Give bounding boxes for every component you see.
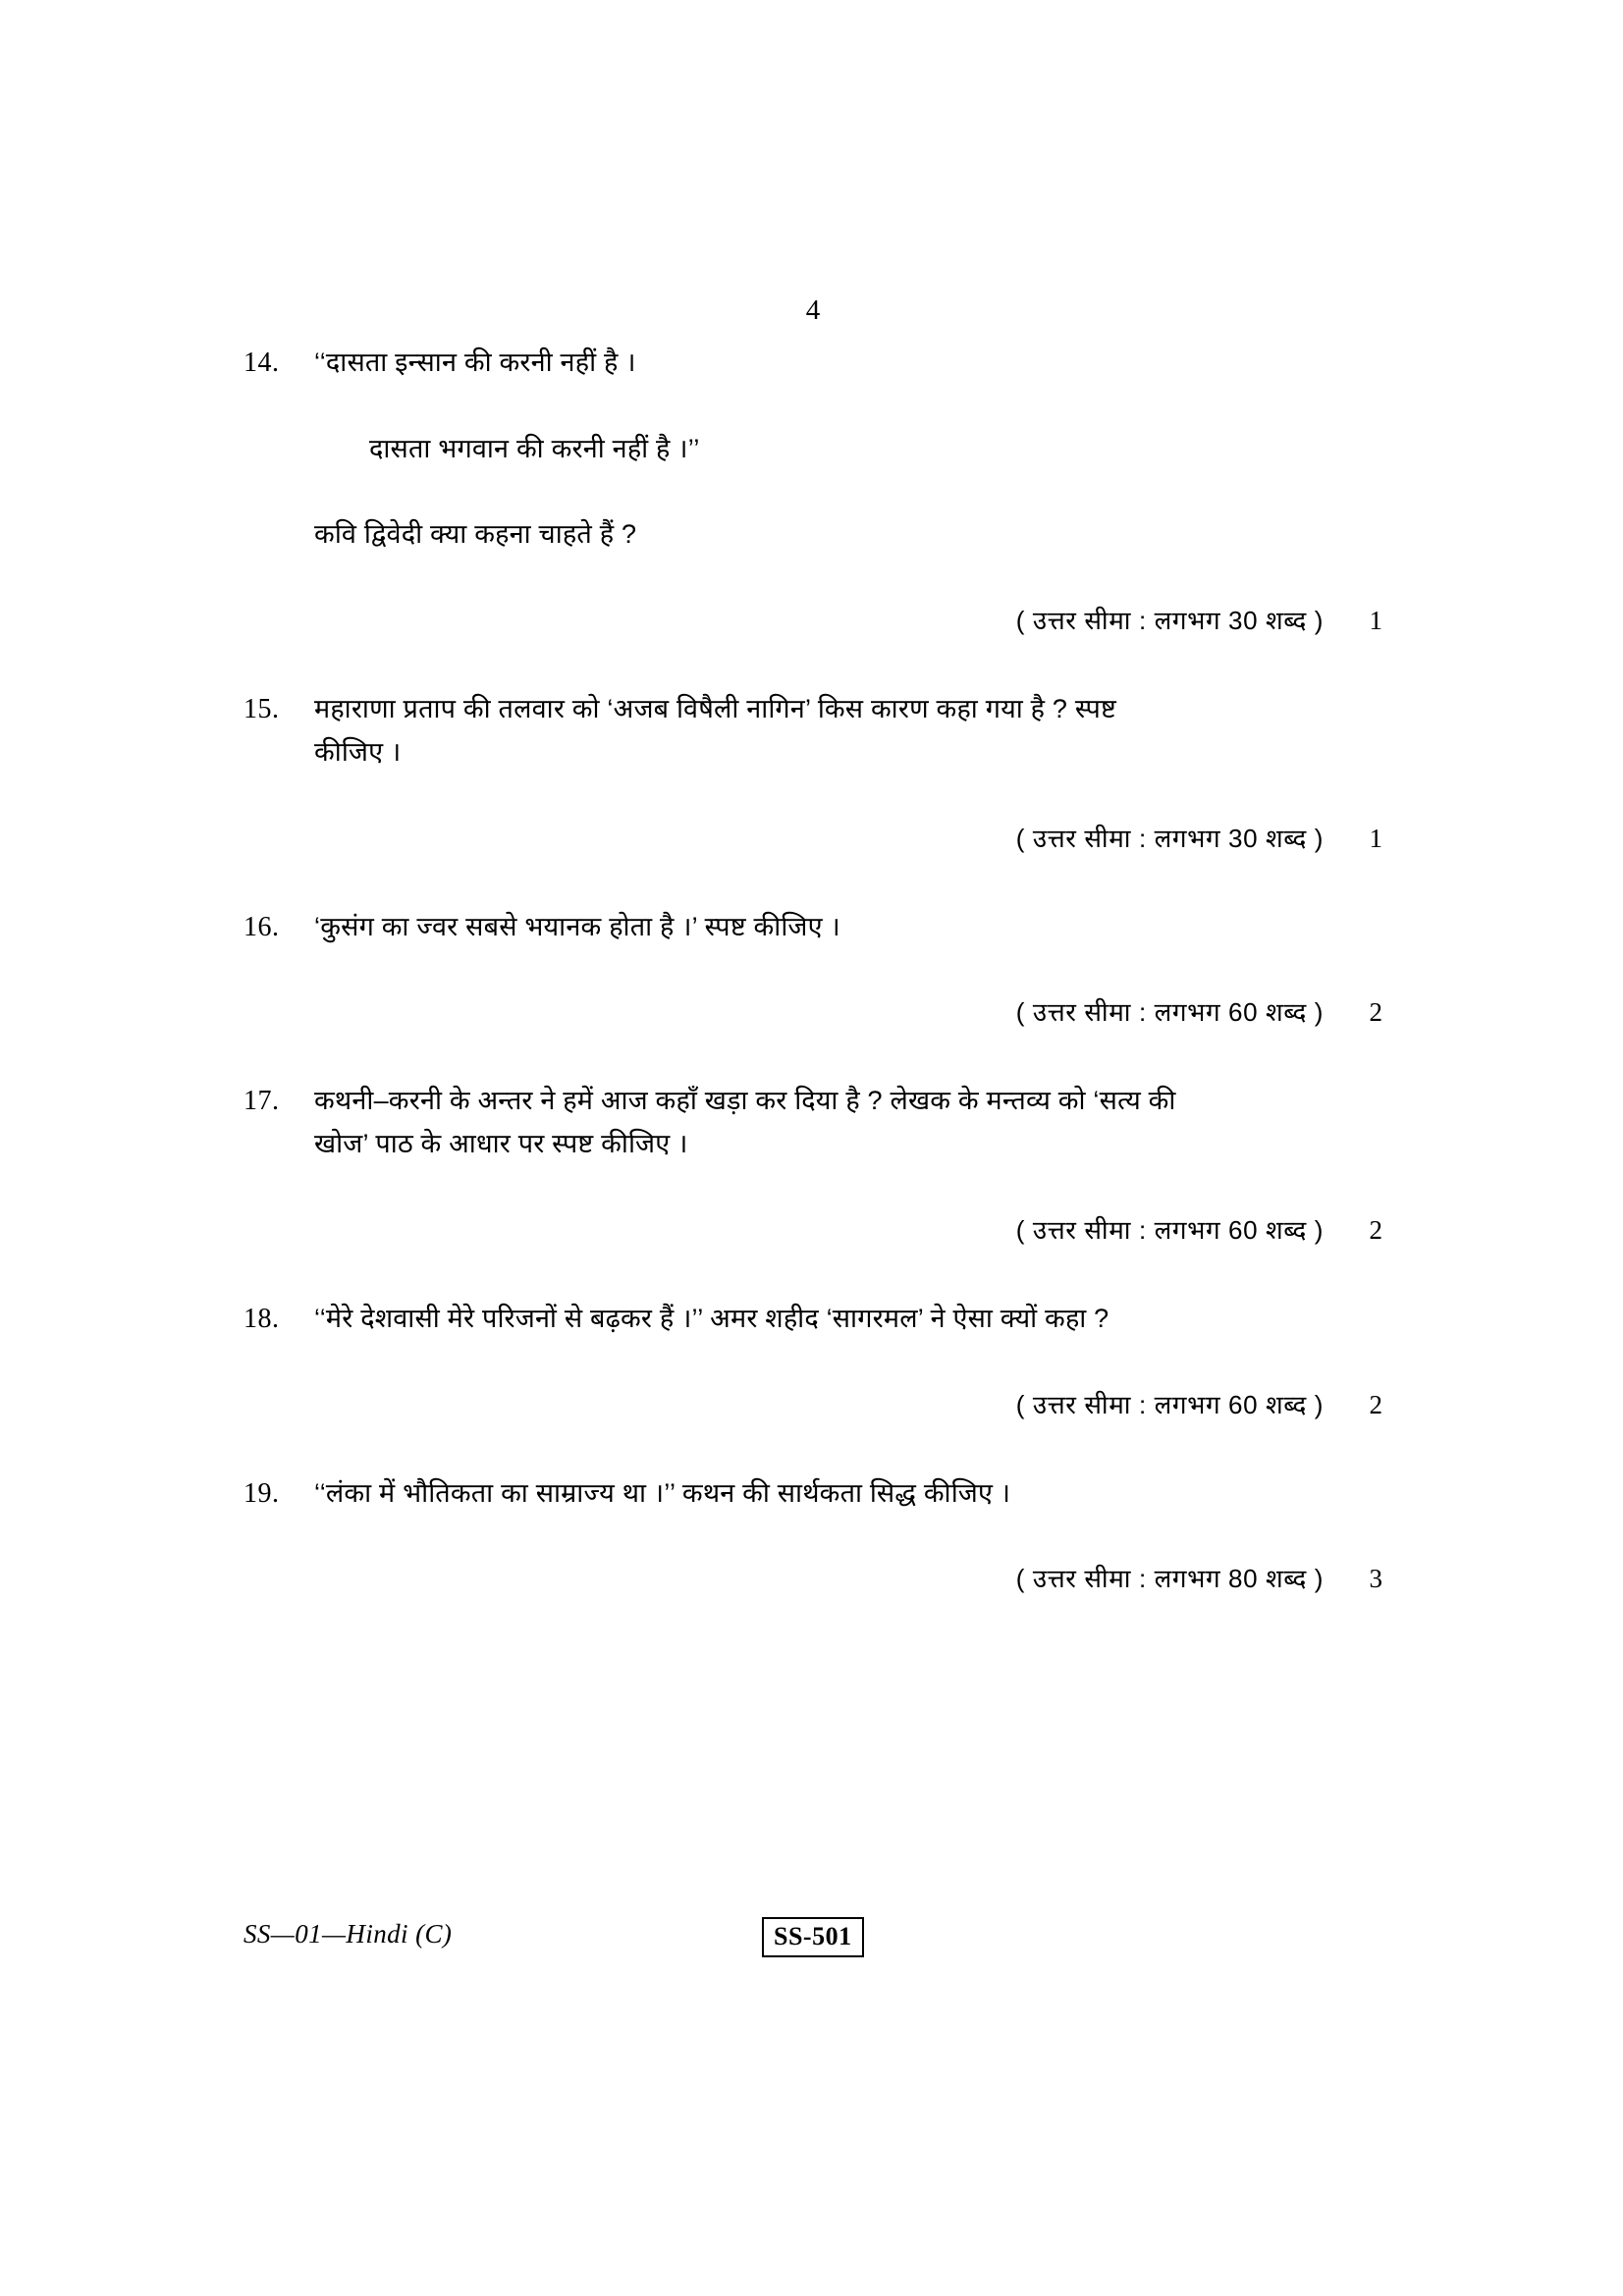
- question-row: [243, 1298, 1382, 1341]
- marks-value: 1: [1369, 823, 1382, 853]
- question-text: [314, 1080, 1382, 1165]
- question-number: 18.: [243, 1303, 280, 1334]
- answer-limit: ( उत्तर सीमा : लगभग 60 शब्द ): [1015, 997, 1324, 1028]
- question-row: [243, 1472, 1382, 1516]
- marks-value: 3: [1369, 1564, 1382, 1594]
- question-15: [243, 688, 1382, 854]
- marks-value: 2: [1369, 1389, 1382, 1419]
- marks-value: 2: [1369, 997, 1382, 1028]
- answer-limit-row: [243, 1386, 1382, 1421]
- question-line: ‘‘दासता इन्सान की करनी नहीं है ।: [314, 347, 636, 377]
- question-text: [314, 1298, 1382, 1341]
- question-row: [243, 906, 1382, 949]
- subject-code-label: SS—01—Hindi (C): [243, 1919, 453, 1949]
- question-number: 16.: [243, 911, 280, 942]
- question-line: महाराणा प्रताप की तलवार को ‘अजब विषैली नागिन’ किस कारण कहा गया है ? स्पष्ट: [314, 694, 1117, 724]
- answer-limit-row: [243, 820, 1382, 855]
- page-number: 4: [805, 294, 821, 326]
- question-line: कथनी–करनी के अन्तर ने हमें आज कहाँ खड़ा कर दिया है ? लेखक के मन्तव्य को ‘सत्य की: [314, 1086, 1176, 1116]
- question-text: [314, 342, 1382, 557]
- question-number: 15.: [243, 694, 280, 725]
- answer-limit: ( उत्तर सीमा : लगभग 80 शब्द ): [1015, 1564, 1324, 1594]
- page-footer: [243, 1919, 1382, 1964]
- question-number: 14.: [243, 347, 280, 378]
- question-line: ‘‘मेरे देशवासी मेरे परिजनों से बढ़कर हैं ।’’ अमर शहीद ‘सागरमल’ ने ऐसा क्यों कहा ?: [314, 1303, 1109, 1333]
- question-14: [243, 342, 1382, 637]
- question-line: ‘‘लंका में भौतिकता का साम्राज्य था ।’’ कथन की सार्थकता सिद्ध कीजिए ।: [314, 1477, 1011, 1508]
- question-line: दासता भगवान की करनी नहीं है ।’’: [369, 433, 700, 463]
- question-row: [243, 688, 1382, 774]
- paper-code-box: SS-501: [762, 1917, 864, 1957]
- question-17: [243, 1080, 1382, 1246]
- answer-limit-row: [243, 1560, 1382, 1595]
- question-18: [243, 1298, 1382, 1421]
- answer-limit: ( उत्तर सीमा : लगभग 30 शब्द ): [1015, 823, 1324, 853]
- question-19: [243, 1472, 1382, 1596]
- answer-limit: ( उत्तर सीमा : लगभग 60 शब्द ): [1015, 1214, 1324, 1245]
- question-line: ‘कुसंग का ज्वर सबसे भयानक होता है ।’ स्पष्ट कीजिए ।: [314, 911, 840, 941]
- marks-value: 1: [1369, 606, 1382, 636]
- answer-limit: ( उत्तर सीमा : लगभग 60 शब्द ): [1015, 1389, 1324, 1419]
- question-line: कीजिए ।: [314, 736, 402, 767]
- answer-limit-row: [243, 993, 1382, 1029]
- question-text: [314, 688, 1382, 774]
- question-row: [243, 342, 1382, 557]
- question-text: [314, 906, 1382, 949]
- answer-limit-row: [243, 602, 1382, 637]
- question-number: 17.: [243, 1086, 280, 1117]
- question-number: 19.: [243, 1477, 280, 1509]
- marks-value: 2: [1369, 1214, 1382, 1245]
- question-line: कवि द्विवेदी क्या कहना चाहते हैं ?: [314, 519, 637, 550]
- question-row: [243, 1080, 1382, 1165]
- question-16: [243, 906, 1382, 1030]
- question-list: [243, 294, 1382, 1595]
- question-line: खोज’ पाठ के आधार पर स्पष्ट कीजिए ।: [314, 1129, 688, 1159]
- answer-limit-row: [243, 1211, 1382, 1247]
- answer-limit: ( उत्तर सीमा : लगभग 30 शब्द ): [1015, 606, 1324, 636]
- question-text: [314, 1472, 1382, 1516]
